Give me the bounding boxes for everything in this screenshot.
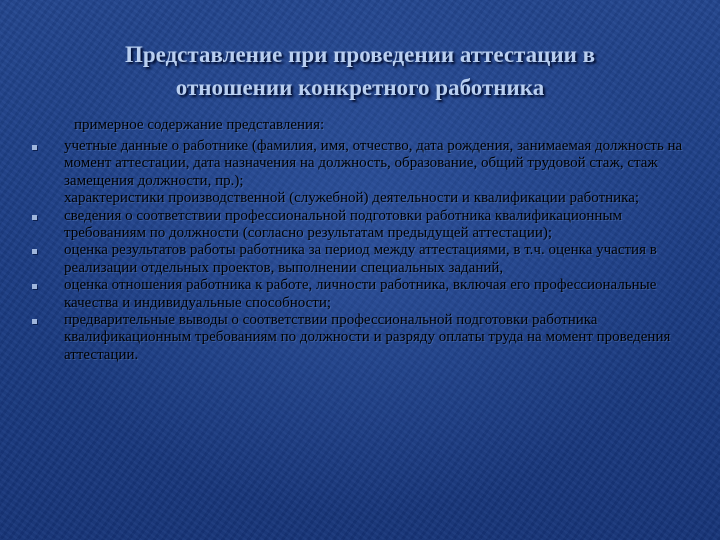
square-bullet-icon — [32, 249, 37, 254]
list-item — [30, 242, 690, 277]
slide-subtitle: примерное содержание представления: — [74, 117, 325, 133]
list-item — [30, 312, 690, 364]
slide-title-line-1: Представление при проведении аттестации в — [124, 42, 596, 67]
list-item-text: сведения о соответствии профессиональной подготовки работника квалификационным требованиям по должности (согласно результатам предыдущей аттестации); — [64, 207, 623, 242]
list-item-text: предварительные выводы о соответствии профессиональной подготовки работника квалификационным требованиям по должности и разряду оплаты труда на момент проведения аттестации. — [64, 312, 671, 363]
list-item-text: учетные данные о работнике (фамилия, имя, отчество, дата рождения, занимаемая должность на момент аттестации, дата назначения на должность, образование, общий трудовой стаж, стаж замещения должности, пр.); — [64, 138, 683, 189]
square-bullet-icon — [32, 284, 37, 289]
bullet-list — [30, 138, 690, 364]
slide-title-line-2: отношении конкретного работника — [175, 75, 545, 100]
list-item-text: оценка результатов работы работника за период между аттестациями, в т.ч. оценка участия в реализации отдельных проектов, выполнении специальных заданий, — [64, 242, 657, 276]
square-bullet-icon — [32, 215, 37, 220]
list-item-text: оценка отношения работника к работе, личности работника, включая его профессиональные качества и индивидуальные способности; — [64, 277, 657, 311]
list-item — [30, 277, 690, 312]
list-item — [30, 208, 690, 243]
list-item-continuation: характеристики производственной (служебной) деятельности и квалификации работника; — [64, 190, 640, 207]
list-item — [30, 138, 690, 208]
square-bullet-icon — [32, 319, 37, 324]
slide-title — [40, 38, 680, 104]
square-bullet-icon — [32, 145, 37, 150]
